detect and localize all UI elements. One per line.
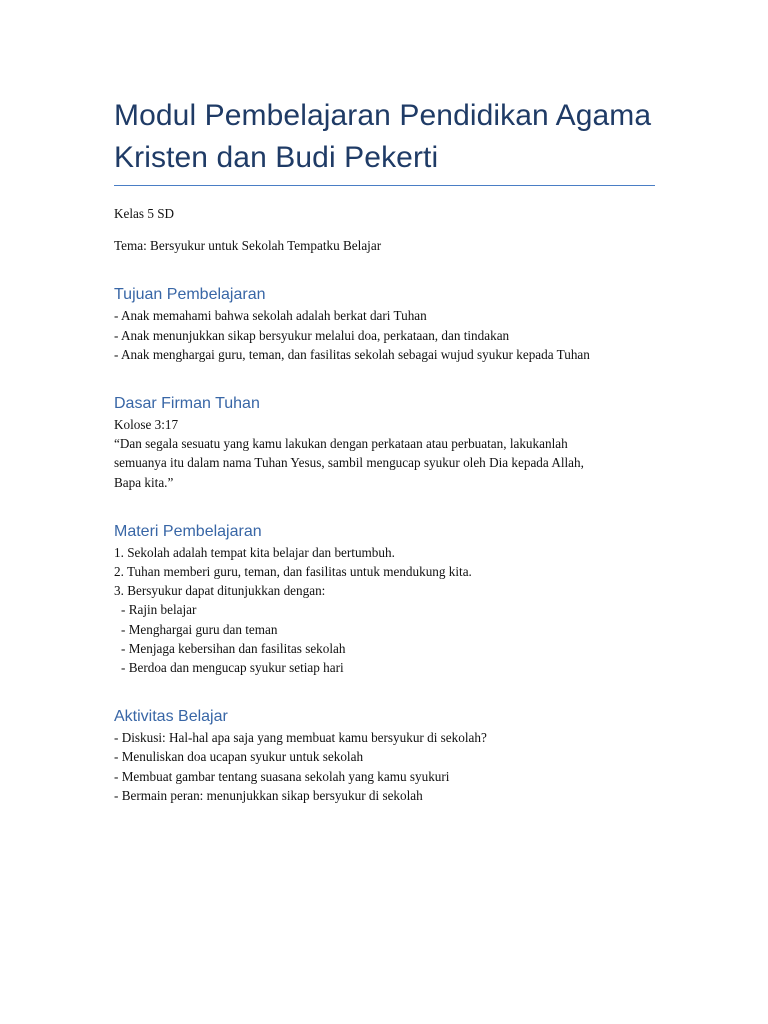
document-title <box>114 95 659 179</box>
section-scripture-basis <box>114 394 659 492</box>
title-line-1: Modul Pembelajaran Pendidikan Agama <box>114 99 652 132</box>
material-subitem: - Berdoa dan mengucap syukur setiap hari <box>121 660 344 676</box>
class-level: Kelas 5 SD <box>114 206 175 221</box>
material-item: 1. Sekolah adalah tempat kita belajar dan bertumbuh. <box>114 544 395 560</box>
objective-item: - Anak menghargai guru, teman, dan fasilitas sekolah sebagai wujud syukur kepada Tuhan <box>114 346 590 362</box>
activity-item: - Menuliskan doa ucapan syukur untuk sekolah <box>114 749 364 765</box>
section-heading: Aktivitas Belajar <box>114 708 228 726</box>
activity-item: - Bermain peran: menunjukkan sikap bersyukur di sekolah <box>114 787 423 803</box>
section-body <box>114 728 659 805</box>
section-heading: Dasar Firman Tuhan <box>114 395 260 413</box>
material-subitem: - Menjaga kebersihan dan fasilitas sekolah <box>121 640 346 656</box>
section-learning-activities <box>114 707 659 805</box>
material-item: 3. Bersyukur dapat ditunjukkan dengan: <box>114 583 326 599</box>
section-heading: Tujuan Pembelajaran <box>114 286 266 304</box>
section-learning-objectives <box>114 285 659 364</box>
section-body <box>114 543 659 677</box>
material-item: 2. Tuhan memberi guru, teman, dan fasilitas untuk mendukung kita. <box>114 564 472 580</box>
document-content <box>114 95 659 805</box>
material-subitem: - Rajin belajar <box>121 602 197 618</box>
activity-item: - Membuat gambar tentang suasana sekolah yang kamu syukuri <box>114 768 450 784</box>
title-line-2: Kristen dan Budi Pekerti <box>114 141 439 174</box>
section-body <box>114 415 659 492</box>
scripture-quote-line: “Dan segala sesuatu yang kamu lakukan dengan perkataan atau perbuatan, lakukanlah <box>114 436 568 452</box>
activity-item: - Diskusi: Hal-hal apa saja yang membuat kamu bersyukur di sekolah? <box>114 730 487 746</box>
scripture-reference: Kolose 3:17 <box>114 417 179 433</box>
title-underline <box>114 185 655 186</box>
section-learning-material <box>114 522 659 677</box>
section-body <box>114 306 659 364</box>
section-heading: Materi Pembelajaran <box>114 522 262 540</box>
theme-line: Tema: Bersyukur untuk Sekolah Tempatku Belajar <box>114 238 382 254</box>
scripture-quote-line: semuanya itu dalam nama Tuhan Yesus, sambil mengucap syukur oleh Dia kepada Allah, <box>114 455 584 471</box>
objective-item: - Anak menunjukkan sikap bersyukur melalui doa, perkataan, dan tindakan <box>114 327 510 343</box>
objective-item: - Anak memahami bahwa sekolah adalah berkat dari Tuhan <box>114 308 427 324</box>
scripture-quote-line: Bapa kita.” <box>114 474 174 490</box>
material-subitem: - Menghargai guru dan teman <box>121 621 278 637</box>
